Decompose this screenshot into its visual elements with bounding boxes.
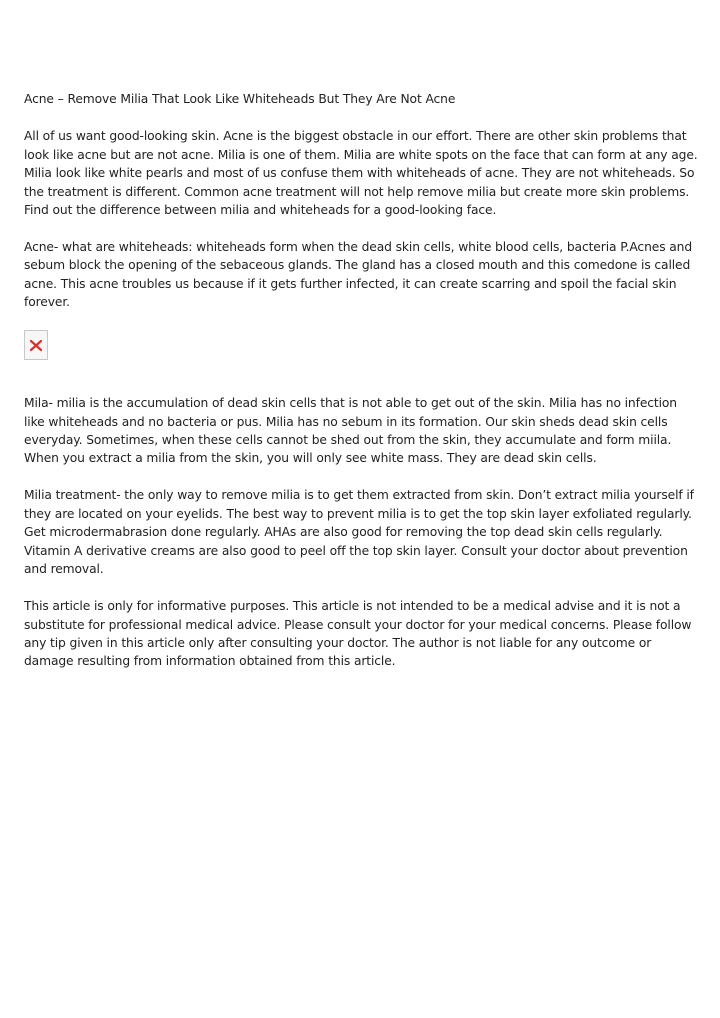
whiteheads-paragraph: Acne- what are whiteheads: whiteheads form when the dead skin cells, white blood cells, bacteria P.Acnes and sebum block the opening of the sebaceous glands. The gland has a closed mouth and this comedone is called acne. This acne troubles us because if it gets further infected, it can create scarring and spoil the facial skin forever. — [24, 240, 693, 310]
milia-paragraph: Mila- milia is the accumulation of dead skin cells that is not able to get out of the skin. Milia has no infection like whiteheads and no bacteria or pus. Milia has no sebum in its formation. Our skin sheds dead skin cells everyday. Sometimes, when these cells cannot be shed out from the skin, they accumulate and form miila. When you extract a milia from the skin, you will only see white mass. They are dead skin cells. — [24, 396, 677, 466]
treatment-text-before-link: Milia treatment- the only way to remove milia is to get them extracted from skin. Don’t extract milia yourself if they — [24, 488, 694, 521]
article-title: Acne – Remove Milia That Look Like Whiteheads But They Are Not Acne — [24, 92, 456, 106]
disclaimer-paragraph: This article is only for informative purposes. This article is not intended to be a medical advise and it is not a substitute for professional medical advice. Please consult your doctor for your medical concerns. Please follow any tip given in this article only after consulting your doctor. The author is not liable for any outcome or damage resulting from information obtained from this article. — [24, 599, 692, 669]
treatment-text-after-link: are located on your eyelids. The best way to prevent milia is to get the top skin layer exfoliated regularly. Get microdermabrasion done regularly. AHAs are also good for removing the top dead skin cells regularly. Vitamin A derivative creams are also good to peel off the top skin layer. Consult your doctor about prevention and removal. — [24, 506, 692, 577]
article — [24, 44, 700, 689]
treatment-paragraph — [24, 486, 700, 578]
broken-image-icon — [24, 330, 48, 360]
intro-paragraph: All of us want good-looking skin. Acne is the biggest obstacle in our effort. There are other skin problems that look like acne but are not acne. Milia is one of them. Milia are white spots on the face that can form at any age. Milia look like white pearls and most of us confuse them with whiteheads of acne. They are not whiteheads. So the treatment is different. Common acne treatment will not help remove milia but create more skin problems. Find out the difference between milia and whiteheads for a good-looking face. — [24, 129, 698, 218]
